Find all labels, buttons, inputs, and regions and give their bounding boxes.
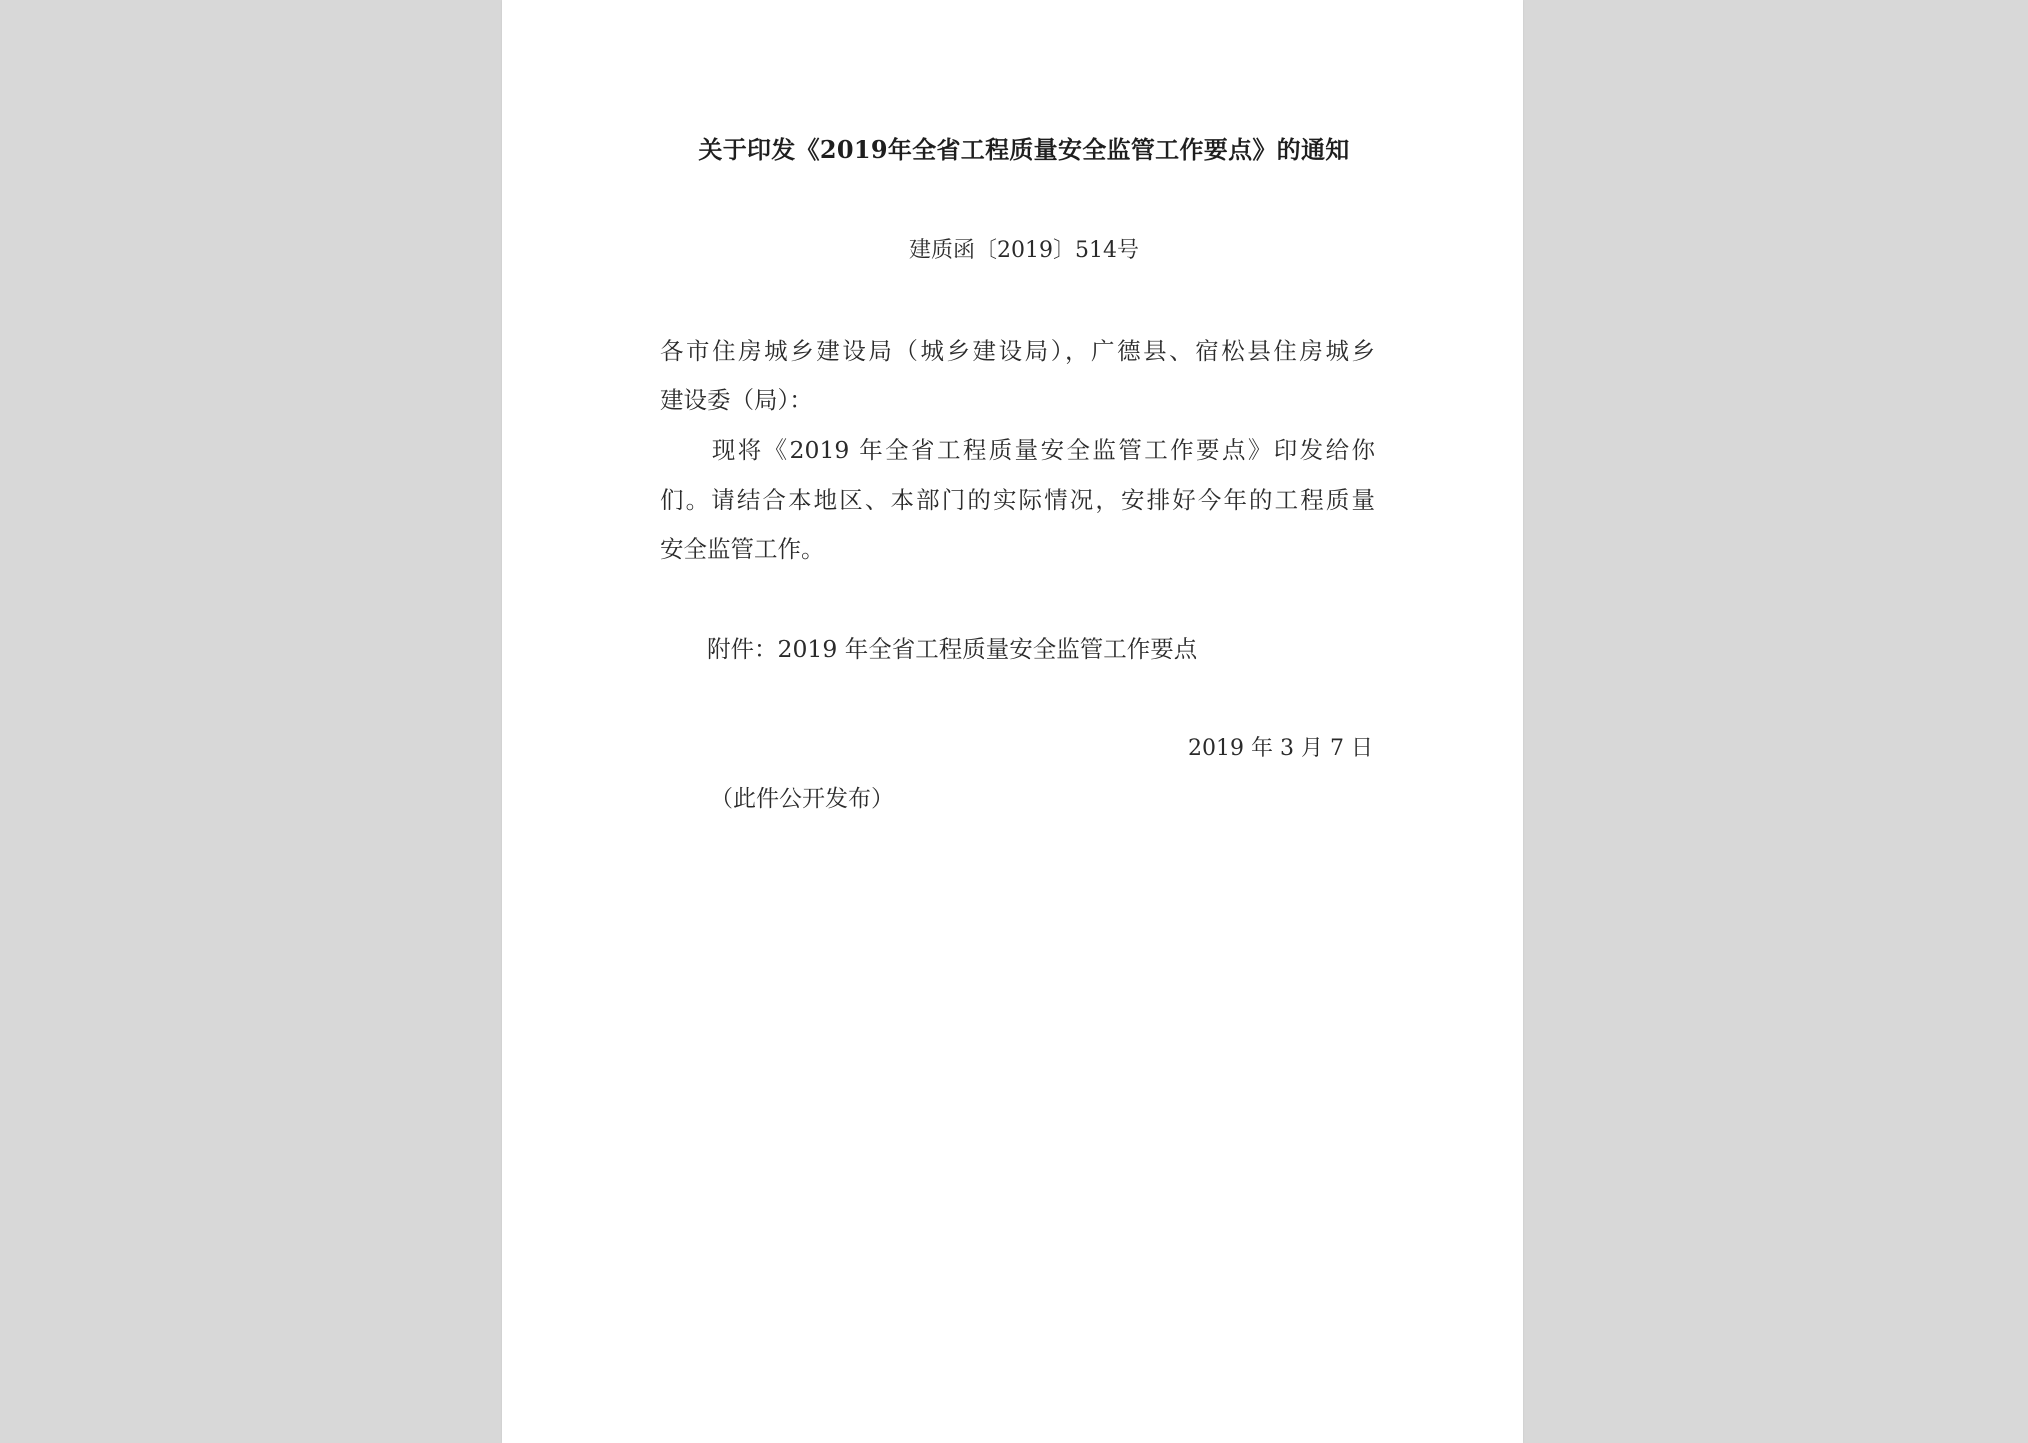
attachment-line: 附件：2019 年全省工程质量安全监管工作要点 [660,635,1198,663]
document-date: 2019 年 3 月 7 日 [1188,736,1373,761]
document-page [502,0,1523,1443]
body-line: 们。请结合本地区、本部门的实际情况，安排好今年的工程质量 [660,486,1375,514]
body-line: 安全监管工作。 [660,535,825,563]
document-title: 关于印发《2019年全省工程质量安全监管工作要点》的通知 [698,135,1350,164]
body-line: 现将《2019 年全省工程质量安全监管工作要点》印发给你 [660,436,1375,464]
addressee-line: 建设委（局）： [660,386,813,414]
addressee-line: 各市住房城乡建设局（城乡建设局），广德县、宿松县住房城乡 [660,337,1375,365]
document-number: 建质函〔2019〕514号 [909,238,1139,263]
publish-note: （此件公开发布） [710,786,894,812]
